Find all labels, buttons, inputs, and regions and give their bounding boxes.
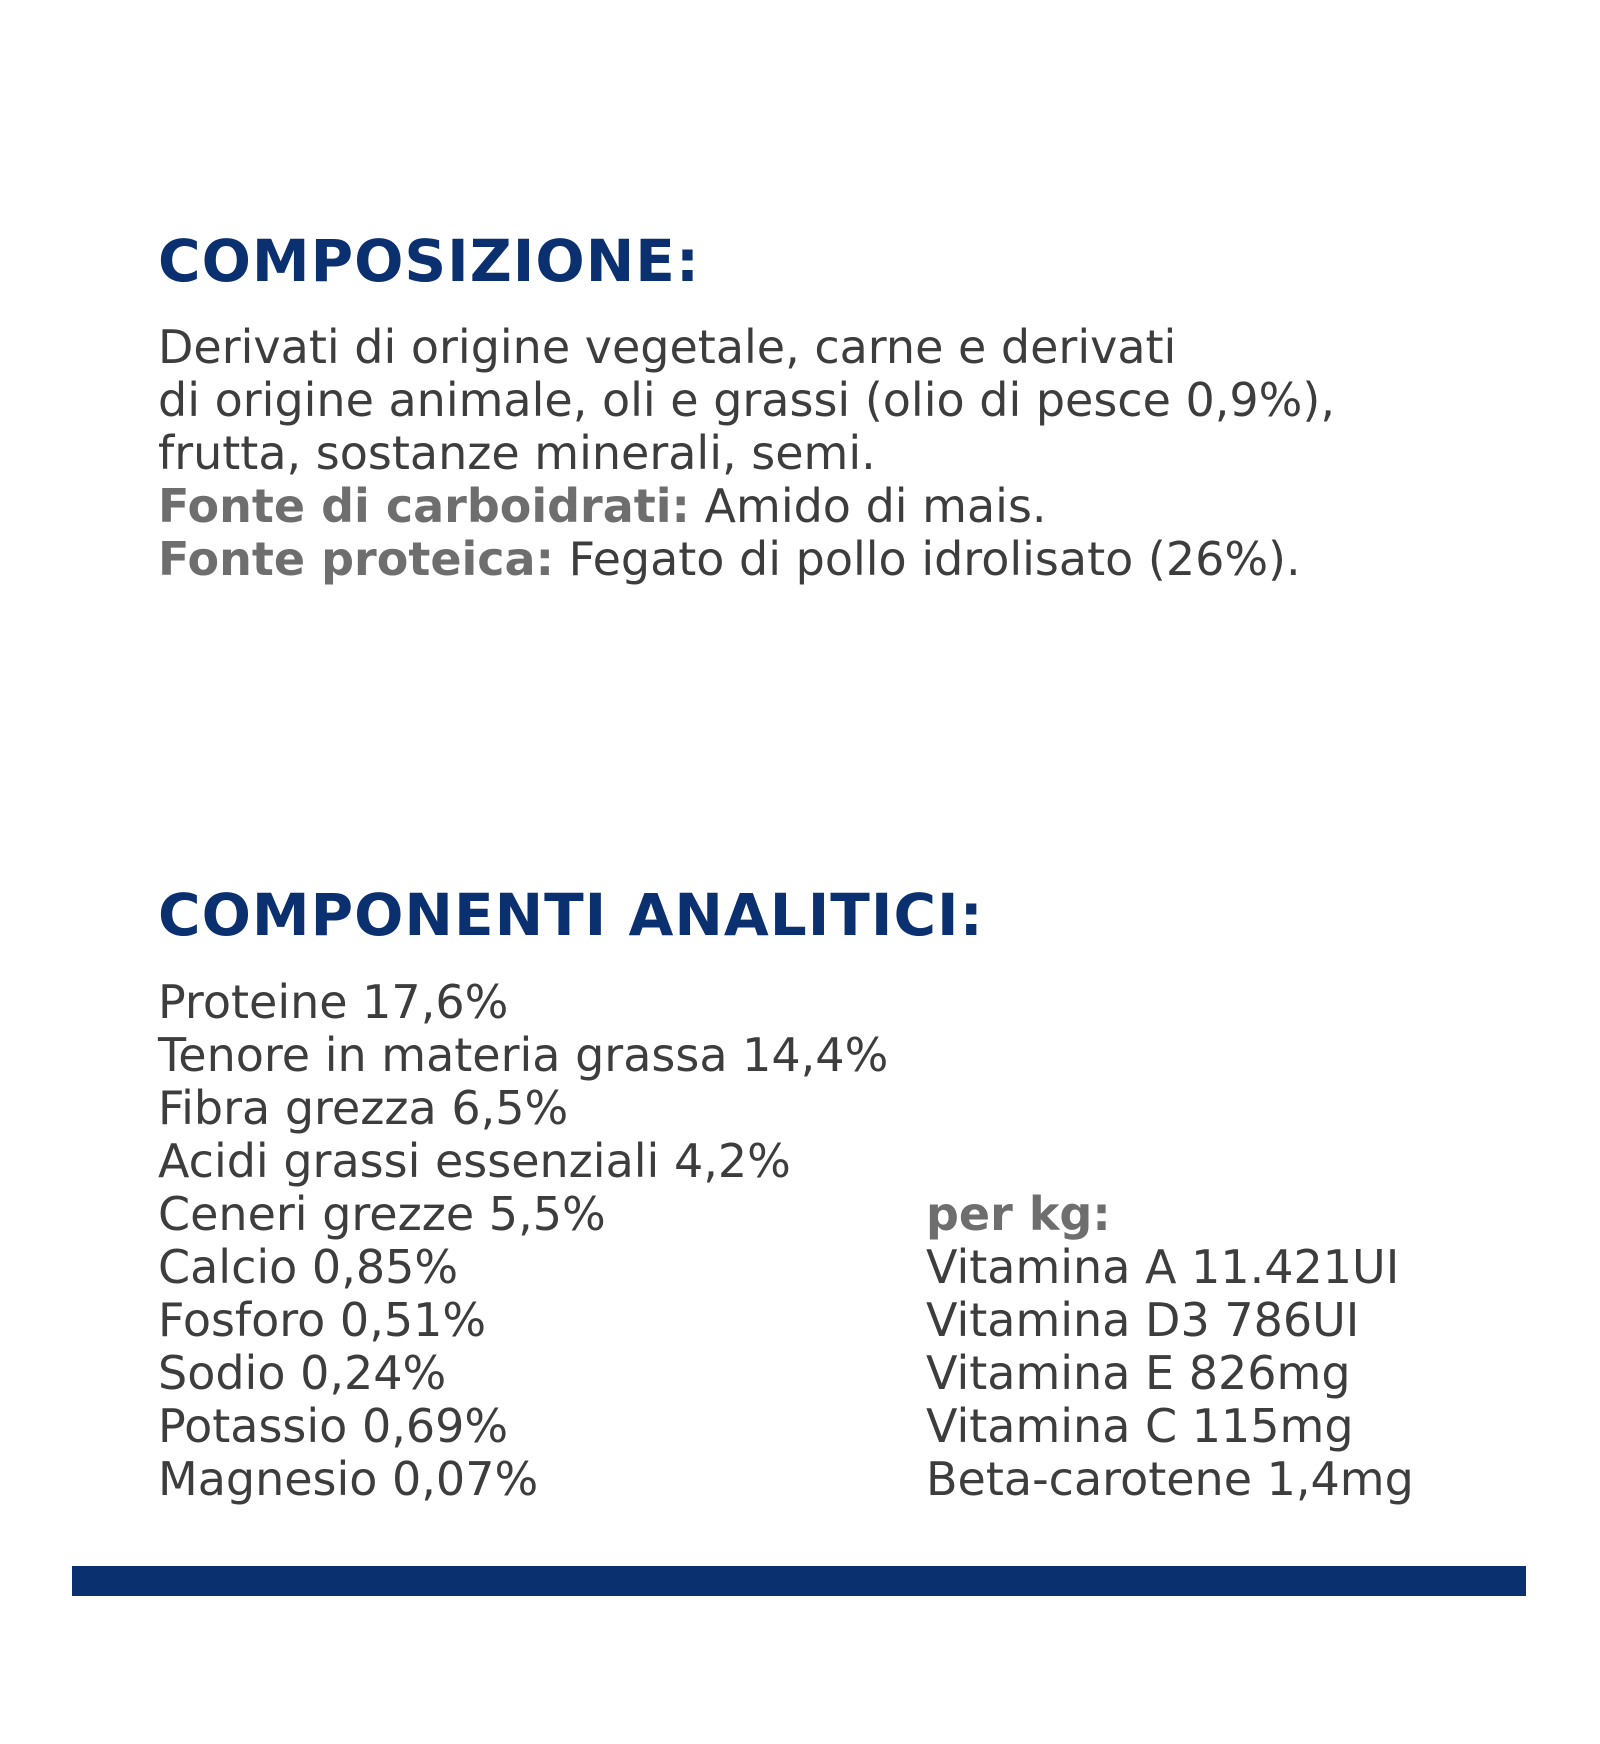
carbohydrate-source-value: Amido di mais. [689, 479, 1047, 533]
per-kg-vitamins [926, 1188, 1414, 1506]
per-kg-label: per kg: [926, 1187, 1111, 1241]
list-item: Tenore in materia grassa 14,4% [158, 1028, 889, 1082]
list-item: Beta-carotene 1,4mg [926, 1452, 1414, 1506]
protein-source-label: Fonte proteica: [158, 532, 554, 586]
list-item: Proteine 17,6% [158, 975, 509, 1029]
carbohydrate-source-label: Fonte di carboidrati: [158, 479, 690, 533]
carbohydrate-source [158, 480, 1335, 533]
list-item: Acidi grassi essenziali 4,2% [158, 1134, 791, 1188]
analytic-components-list [158, 976, 888, 1506]
list-item: Fibra grezza 6,5% [158, 1081, 569, 1135]
composition-line: Derivati di origine vegetale, carne e derivati [158, 320, 1177, 374]
protein-source-value: Fegato di pollo idrolisato (26%). [554, 532, 1301, 586]
list-item: Fosforo 0,51% [158, 1293, 487, 1347]
composition-line: frutta, sostanze minerali, semi. [158, 426, 876, 480]
composition-text [158, 321, 1335, 586]
list-item: Magnesio 0,07% [158, 1452, 539, 1506]
list-item: Ceneri grezze 5,5% [158, 1187, 606, 1241]
vitamin-list [926, 1241, 1414, 1506]
protein-source [158, 533, 1335, 586]
list-item: Potassio 0,69% [158, 1399, 509, 1453]
list-item: Vitamina A 11.421UI [926, 1240, 1400, 1294]
analytic-components-heading: COMPONENTI ANALITICI: [158, 881, 984, 949]
list-item: Sodio 0,24% [158, 1346, 447, 1400]
composition-line: di origine animale, oli e grassi (olio di pesce 0,9%), [158, 373, 1335, 427]
composition-heading: COMPOSIZIONE: [158, 227, 701, 295]
list-item: Calcio 0,85% [158, 1240, 459, 1294]
list-item: Vitamina E 826mg [926, 1346, 1351, 1400]
list-item: Vitamina C 115mg [926, 1399, 1354, 1453]
footer-divider-bar [72, 1566, 1526, 1596]
list-item: Vitamina D3 786UI [926, 1293, 1360, 1347]
